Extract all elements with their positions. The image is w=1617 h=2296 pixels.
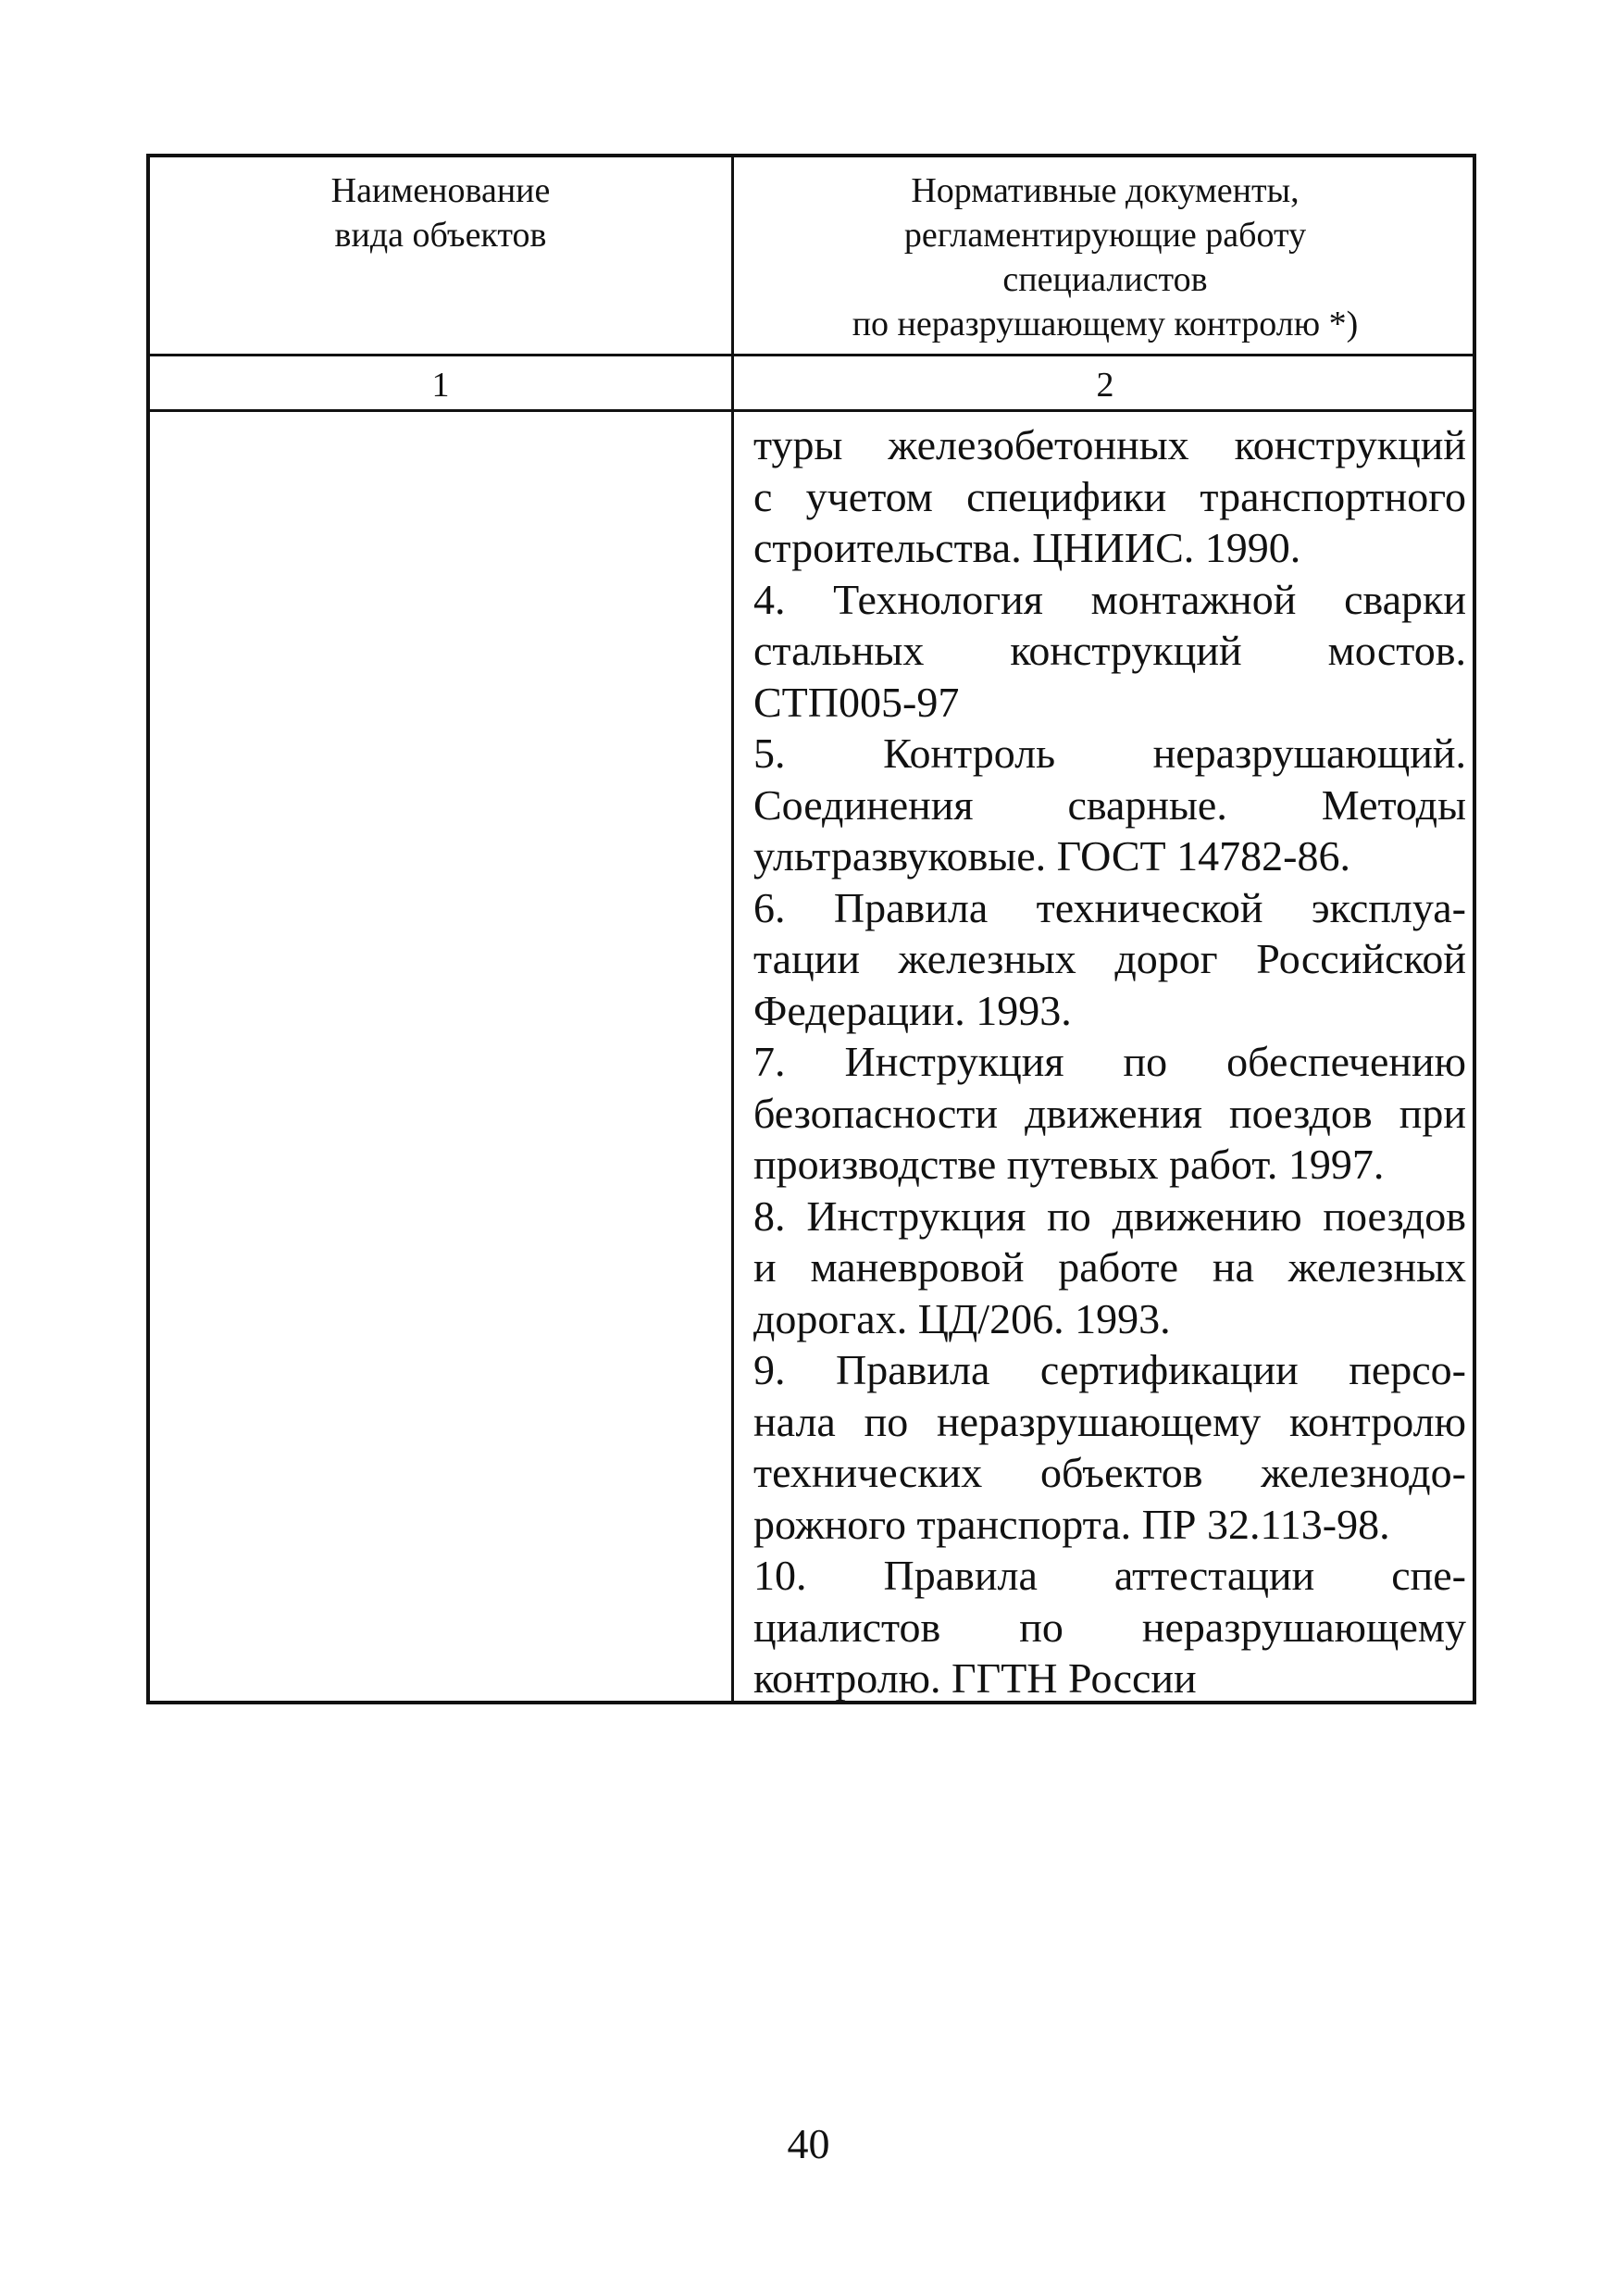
document-text-line: 7. Инструкция по обеспечению bbox=[753, 1038, 1466, 1085]
header-object-type-line: вида объектов bbox=[334, 216, 547, 255]
document-text-line: строительства. ЦНИИС. 1990. bbox=[753, 524, 1301, 571]
document-text-line: производстве путевых работ. 1997. bbox=[753, 1141, 1385, 1188]
header-normative-documents bbox=[734, 168, 1476, 346]
document-text-line: с учетом специфики транспортного bbox=[753, 472, 1466, 520]
document-text-line: тации железных дорог Российской bbox=[753, 935, 1466, 982]
documents-table bbox=[146, 154, 1476, 1704]
document-text-line: 6. Правила технической эксплуа- bbox=[753, 883, 1466, 931]
document-text-line: туры железобетонных конструкций bbox=[753, 421, 1466, 468]
document-text-line: безопасности движения поездов при bbox=[753, 1089, 1466, 1137]
header-object-type-line: Наименование bbox=[330, 171, 551, 210]
document-text-line: ультразвуковые. ГОСТ 14782-86. bbox=[753, 832, 1350, 880]
document-text-line: 10. Правила аттестации спе- bbox=[753, 1552, 1466, 1599]
document-text-line: 9. Правила сертификации персо- bbox=[753, 1346, 1466, 1393]
column-number-2: 2 bbox=[1096, 366, 1114, 405]
document-text-line: нала по неразрушающему контролю bbox=[753, 1397, 1466, 1445]
header-object-type bbox=[150, 168, 731, 257]
page-number: 40 bbox=[787, 2120, 830, 2167]
document-text-line: СТП005-97 bbox=[753, 678, 960, 726]
header-normative-documents-line: регламентирующие работу bbox=[903, 216, 1307, 255]
document-text-line: стальных конструкций мостов. bbox=[753, 627, 1466, 674]
document-text-line: и маневровой работе на железных bbox=[753, 1243, 1466, 1291]
normative-documents-list bbox=[753, 419, 1466, 1704]
header-divider bbox=[150, 354, 1473, 356]
column-number-1: 1 bbox=[431, 366, 450, 405]
document-text-line: 4. Технология монтажной сварки bbox=[753, 575, 1466, 623]
document-text-line: Соединения сварные. Методы bbox=[753, 780, 1466, 829]
document-text-line: дорогах. ЦД/206. 1993. bbox=[753, 1294, 1171, 1342]
document-text-line: Федерации. 1993. bbox=[753, 986, 1072, 1034]
header-normative-documents-line: Нормативные документы, bbox=[911, 171, 1300, 210]
document-text-line: рожного транспорта. ПР 32.113-98. bbox=[753, 1500, 1390, 1548]
document-text-line: контролю. ГГТН России bbox=[753, 1654, 1197, 1702]
header-normative-documents-line: по неразрушающему контролю *) bbox=[852, 305, 1359, 343]
document-text-line: 5. Контроль неразрушающий. bbox=[753, 730, 1466, 777]
document-text-line: 8. Инструкция по движению поездов bbox=[753, 1192, 1466, 1240]
document-text-line: технических объектов железнодо- bbox=[753, 1449, 1466, 1496]
header-normative-documents-line: специалистов bbox=[1002, 260, 1208, 299]
column-number-divider bbox=[150, 409, 1473, 412]
document-text-line: циалистов по неразрушающему bbox=[753, 1603, 1466, 1651]
